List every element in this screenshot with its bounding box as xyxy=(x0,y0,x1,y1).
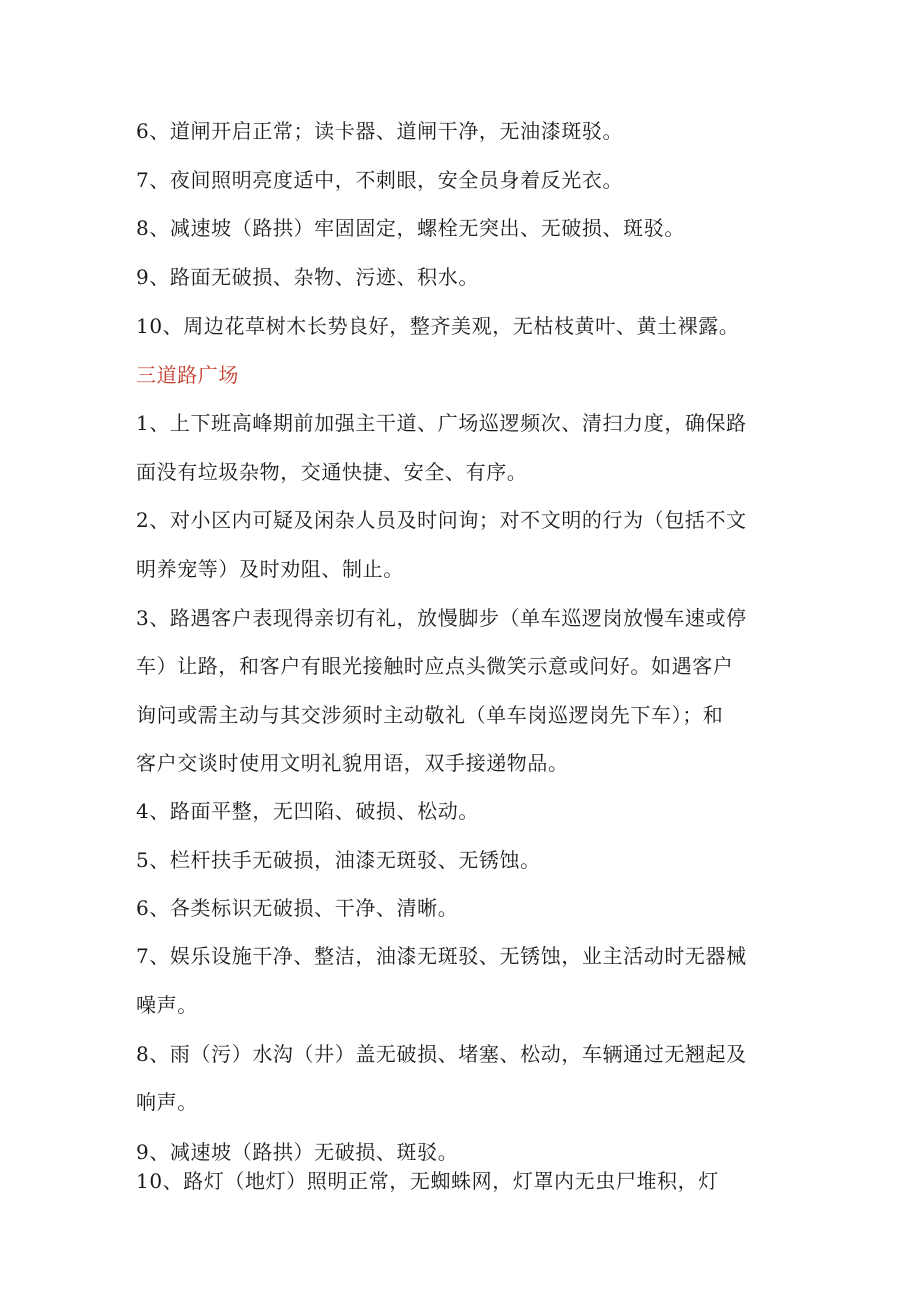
paragraph-line: 客户交谈时使用文明礼貌用语，双手接递物品。 xyxy=(136,751,569,775)
paragraph-line: 10、路灯（地灯）照明正常，无蜘蛛网，灯罩内无虫尸堆积，灯 xyxy=(136,1169,719,1193)
paragraph-line: 6、各类标识无破损、干净、清晰。 xyxy=(136,896,459,920)
list-item: 9、路面无破损、杂物、污迹、积水。 xyxy=(136,265,479,289)
paragraph-line: 7、娱乐设施干净、整洁，油漆无斑驳、无锈蚀，业主活动时无器械 xyxy=(136,944,747,968)
paragraph-line: 3、路遇客户表现得亲切有礼，放慢脚步（单车巡逻岗放慢车速或停 xyxy=(136,606,747,630)
paragraph-line: 5、栏杆扶手无破损，油漆无斑驳、无锈蚀。 xyxy=(136,848,541,872)
paragraph-line: 8、雨（污）水沟（井）盖无破损、堵塞、松动，车辆通过无翘起及 xyxy=(136,1042,747,1066)
paragraph-line: 1、上下班高峰期前加强主干道、广场巡逻频次、清扫力度，确保路 xyxy=(136,411,747,435)
paragraph-line: 噪声。 xyxy=(136,993,198,1017)
paragraph-line: 2、对小区内可疑及闲杂人员及时问询；对不文明的行为（包括不文 xyxy=(136,508,747,532)
section-heading: 三道路广场 xyxy=(136,363,239,387)
paragraph-line: 面没有垃圾杂物，交通快捷、安全、有序。 xyxy=(136,460,528,484)
paragraph-line: 明养宠等）及时劝阻、制止。 xyxy=(136,557,404,581)
list-item: 7、夜间照明亮度适中，不刺眼，安全员身着反光衣。 xyxy=(136,168,624,192)
paragraph-line: 响声。 xyxy=(136,1090,198,1114)
paragraph-line: 9、减速坡（路拱）无破损、斑驳。 xyxy=(136,1140,459,1164)
paragraph-line: 车）让路，和客户有眼光接触时应点头微笑示意或问好。如遇客户 xyxy=(136,654,734,678)
list-item: 6、道闸开启正常；读卡器、道闸干净，无油漆斑驳。 xyxy=(136,119,624,143)
paragraph-line: 4、路面平整，无凹陷、破损、松动。 xyxy=(136,799,479,823)
paragraph-line: 询问或需主动与其交涉须时主动敬礼（单车岗巡逻岗先下车）；和 xyxy=(136,703,724,727)
list-item: 8、减速坡（路拱）牢固固定，螺栓无突出、无破损、斑驳。 xyxy=(136,216,685,240)
list-item: 10、周边花草树木长势良好，整齐美观，无枯枝黄叶、黄土裸露。 xyxy=(136,314,740,338)
